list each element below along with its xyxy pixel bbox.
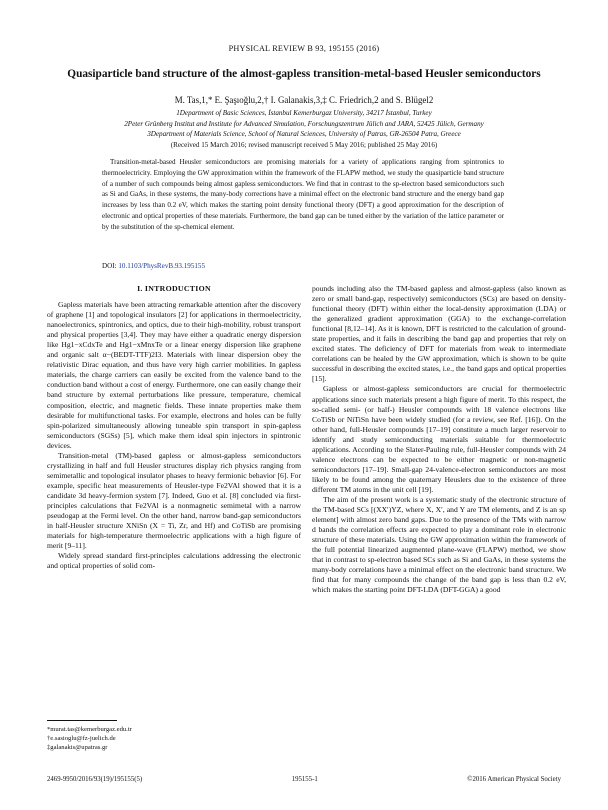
paragraph: Widely spread standard first-principles calculations addressing the electronic and optical properties of solid com- [47, 551, 301, 571]
doi-line [102, 262, 504, 270]
footnotes [47, 720, 301, 753]
affiliation-1: 1Department of Basic Sciences, İstanbul Kemerburgaz University, 34217 İstanbul, Turkey [176, 109, 432, 117]
left-column [47, 284, 301, 571]
abstract-text: Transition-metal-based Heusler semiconductors are promising materials for a variety of applications ranging from spintronics to thermoelectricity. Employing the GW approximation within the framework of the FLAPW method, we study the quasiparticle band structure of a number of such compounds being almost gapless semiconductors. We find that in contrast to the sp-electron based semiconductors such as Si and GaAs, in these systems, the many-body corrections have a minimal effect on the electronic band structure and the energy band gap increases by less than 0.2 eV, which makes the starting point density functional theory (DFT) a good approximation for the description of electronic and optical properties of these materials. Furthermore, the band gap can be tuned either by the variation of the lattice parameter or by the substitution of the sp-chemical element. [102, 158, 504, 231]
paragraph: The aim of the present work is a systematic study of the electronic structure of the TM-based SCs [(XX′)YZ, where X, X′, and Y are TM elements, and Z is an sp element] with almost zero band gaps. Due to the presence of the TMs with narrow d bands the correlation effects are expected to play a dominant role in electronic structure of these materials. Using the GW approximation within the framework of the full potential linearized augmented plane-wave (FLAPW) method, we show that in contrast to sp-electron based SCs such as Si and GaAs, in these systems the many-body correlations have a minimal effect on the electronic band structure. We find that for many compounds the change of the band gap is less than 0.2 eV, which makes the starting point DFT-LDA (DFT-GGA) a good [312, 494, 566, 595]
affiliations [30, 108, 578, 150]
running-head: PHYSICAL REVIEW B 93, 195155 (2016) [228, 44, 380, 53]
footnote-divider [47, 720, 117, 721]
author-list: M. Tas,1,* E. Şaşıoğlu,2,† I. Galanakis,3,‡ C. Friedrich,2 and S. Blügel2 [174, 95, 434, 105]
paragraph: Gapless materials have been attracting remarkable attention after the discovery of graphene [1] and topological insulators [2] for applications in thermoelectricity, nanoelectronics, spintronics, and optics, due to their high-mobility, robust transport and physical properties [3,4]. They may have either a quadratic energy dispersion like Hg1−xCdxTe and Hg1−xMnxTe or a linear energy dispersion like graphene and organic salt α−(BEDT-TTF)2I3. Materials with linear dispersion obey the relativistic Dirac equation, and thus have very high carrier mobilities. In gapless materials, the charge carriers can easily be excited from the valence band to the conduction band without a cost of energy. Furthermore, one can easily change their band structure by external perturbations like pressure, temperature, chemical composition, electric, and magnetic fields. These innate properties make them desirable for multifunctional tasks. For example, electrons and holes can be fully spin-polarized simultaneously allowing tuneable spin transport in spin-gapless semiconductors (SGSs) [5], which make them ideal spin injectors in spintronic devices. [47, 300, 301, 450]
paper-title: Quasiparticle band structure of the almost-gapless transition-metal-based Heusler semiconductors [67, 68, 541, 80]
footer-copyright: ©2016 American Physical Society [467, 776, 561, 783]
doi-label: DOI: [102, 262, 117, 270]
footnote-email-2[interactable]: †e.sasioglu@fz-juelich.de [47, 735, 116, 743]
section-heading: I. INTRODUCTION [137, 284, 211, 293]
paragraph: Transition-metal (TM)-based gapless or almost-gapless semiconductors crystallizing in half and full Heusler structures display rich physics ranging from semimetallic and topological insulator phases to heavy fermionic behavior [6]. For example, specific heat measurements of Heusler-type Fe2VAl showed that it is a candidate 3d heavy-fermion system [7]. Indeed, Guo et al. [8] concluded via first-principles calculations that Fe2VAl is a nonmagnetic semimetal with a narrow pseudogap at the Fermi level. On the other hand, narrow band-gap semiconductors in half-Heusler structure XNiSn (X = Ti, Zr, and Hf) and CoTiSb are promising materials for high-temperature thermoelectric applications with a high figure of merit [9–11]. [47, 450, 301, 551]
received-dates: (Received 15 March 2016; revised manuscript received 5 May 2016; published 25 May 2016) [170, 140, 438, 149]
doi-link[interactable]: 10.1103/PhysRevB.93.195155 [118, 262, 206, 270]
affiliation-3: 3Department of Materials Science, School of Natural Sciences, University of Patras, GR-26504 Patra, Greece [147, 130, 461, 139]
affiliation-2: 2Peter Grünberg Institut and Institute for Advanced Simulation, Forschungszentrum Jülich and JARA, 52425 Jülich, Germany [124, 119, 484, 128]
paragraph: pounds including also the TM-based gapless and almost-gapless (also known as zero or small band-gap, respectively) semiconductors (SCs) are based on density-functional theory (DFT) within either the local-density approximation (LDA) or the generalized gradient approximation (GGA) to the exchange-correlation functional [8,12–14]. As it is known, DFT is restricted to the calculation of ground-state properties, and it fails in describing the band gap and properties that rely on excited states. The deficiency of DFT for materials from weak to intermediate correlations can be healed by the GW approximation, which is shown to be quite successful in describing the excited states, i.e., the band gaps and optical properties [15]. [312, 284, 566, 384]
paragraph: Gapless or almost-gapless semiconductors are crucial for thermoelectric applications since such materials present a high figure of merit. To this respect, the so-called semi- (or half-) Heusler compounds with 18 valence electrons like CoTiSb or NiTiSn have been widely studied (for a review, see Ref. [16]). On the other hand, full-Heusler compounds [17–19] constitute a much larger reservoir to identify and study semiconducting materials suitable for thermoelectric applications. According to the Slater-Pauling rule, full-Heusler compounds with 24 valence electrons can be expected to be either magnetic or non-magnetic semiconductors [17–19]. Small-gap 24-valence-electron semiconductors are most likely to be found among the quaternary Heuslers due to the existence of three different TM atoms in the unit cell [19]. [312, 384, 566, 494]
footnote-email-1[interactable]: *murat.tas@kemerburgaz.edu.tr [47, 726, 132, 733]
footer-issn: 2469-9950/2016/93(19)/195155(5) [47, 776, 143, 783]
footnote-email-3[interactable]: ‡galanakis@upatras.gr [47, 744, 108, 752]
footer-page-number: 195155-1 [291, 776, 318, 783]
abstract [102, 157, 504, 233]
right-column [312, 284, 566, 595]
page-footer [47, 776, 561, 783]
